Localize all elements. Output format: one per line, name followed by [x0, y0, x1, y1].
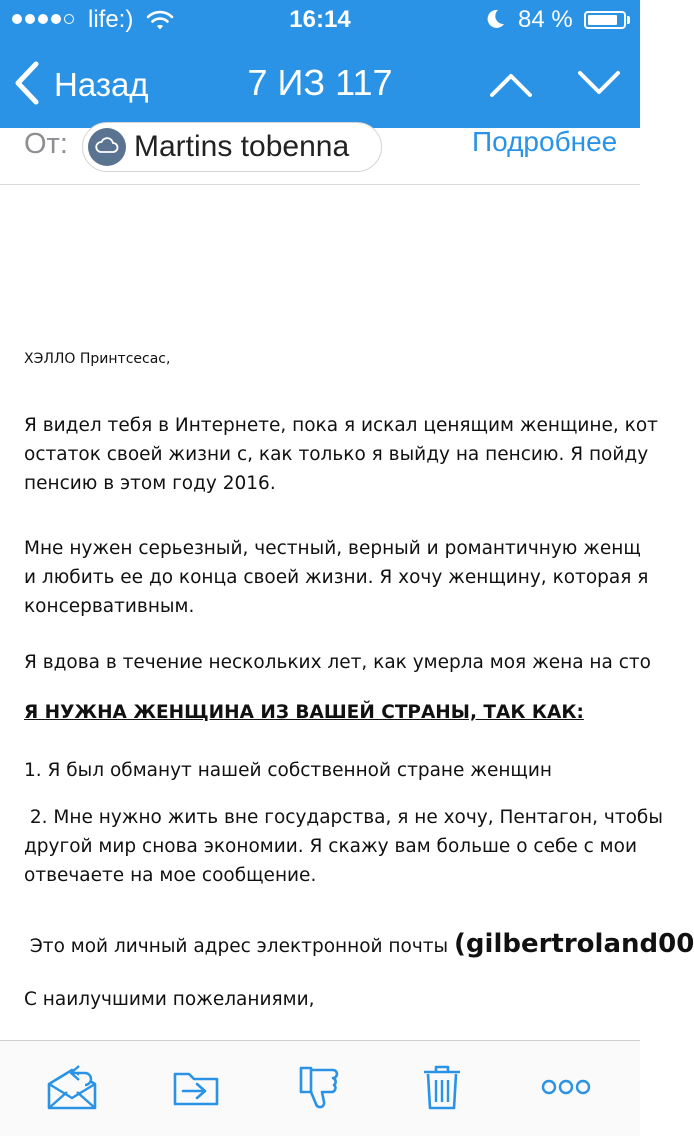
from-row	[0, 128, 640, 185]
text-line: Я видел тебя в Интернете, пока я искал ценящим женщине, кот	[24, 415, 658, 436]
chevron-left-icon	[14, 61, 40, 110]
text-line: отвечаете на мое сообщение.	[24, 865, 317, 886]
email-line	[24, 930, 694, 961]
paragraph-intro	[24, 411, 658, 498]
text-line: остаток своей жизни с, как только я выйду на пенсию. Я пойду	[24, 444, 649, 465]
email-address: (gilbertroland00	[454, 929, 694, 959]
text-line: другой мир снова экономии. Я скажу вам больше о себе с мои	[24, 836, 637, 857]
reply-button[interactable]	[44, 1061, 100, 1117]
email-prefix: Это мой личный адрес электронной почты	[24, 936, 455, 957]
status-bar	[0, 0, 640, 40]
next-message-button[interactable]	[574, 64, 624, 104]
chevron-down-icon	[574, 91, 624, 108]
text-line: пенсию в этом году 2016.	[24, 473, 276, 494]
chevron-up-icon	[486, 91, 536, 108]
back-label: Назад	[54, 66, 149, 103]
message-position-title: 7 ИЗ 117	[247, 62, 393, 103]
list-item	[24, 803, 663, 890]
do-not-disturb-moon-icon	[484, 8, 506, 35]
sender-chip[interactable]	[82, 122, 382, 172]
bold-heading: Я НУЖНА ЖЕНЩИНА ИЗ ВАШЕЙ СТРАНЫ, ТАК КАК:	[24, 702, 584, 723]
sender-name: Martins tobenna	[134, 130, 350, 163]
more-button[interactable]	[538, 1061, 594, 1117]
battery-tip	[627, 16, 630, 24]
trash-icon	[419, 1062, 465, 1117]
delete-button[interactable]	[414, 1061, 470, 1117]
top-bar	[0, 0, 640, 128]
reply-envelope-icon	[45, 1062, 99, 1117]
text-line: консервативным.	[24, 596, 195, 617]
text-line: Мне нужен серьезный, честный, верный и романтичную женщ	[24, 538, 641, 559]
text-line: 2. Мне нужно жить вне государства, я не хочу, Пентагон, чтобы	[24, 807, 663, 828]
move-button[interactable]	[168, 1061, 224, 1117]
battery-percentage: 84 %	[518, 6, 573, 33]
carrier-name: life:)	[88, 6, 134, 33]
message-body	[24, 185, 694, 1040]
greeting: ХЭЛЛО Принтсесас,	[24, 351, 171, 367]
battery-icon	[584, 11, 626, 29]
closing: С наилучшими пожеланиями,	[24, 989, 315, 1010]
previous-message-button[interactable]	[486, 64, 536, 104]
more-dots-icon	[541, 1079, 591, 1100]
list-item: 1. Я был обманут нашей собственной стране женщин	[24, 760, 552, 781]
move-to-folder-icon	[169, 1064, 223, 1115]
spam-button[interactable]	[292, 1061, 348, 1117]
cloud-icon	[95, 136, 119, 159]
battery-level-fill	[588, 15, 617, 25]
paragraph-wish	[24, 534, 648, 621]
bottom-toolbar	[0, 1040, 640, 1136]
text-line: и любить ее до конца своей жизни. Я хочу женщину, которая я	[24, 567, 649, 588]
avatar	[88, 128, 126, 166]
details-link[interactable]: Подробнее	[472, 126, 618, 157]
clock: 16:14	[289, 6, 351, 33]
from-label: От:	[24, 128, 68, 160]
back-button[interactable]	[14, 60, 149, 110]
thumbs-down-icon	[295, 1062, 345, 1117]
paragraph-widow: Я вдова в течение нескольких лет, как умерла моя жена на сто	[24, 652, 652, 673]
